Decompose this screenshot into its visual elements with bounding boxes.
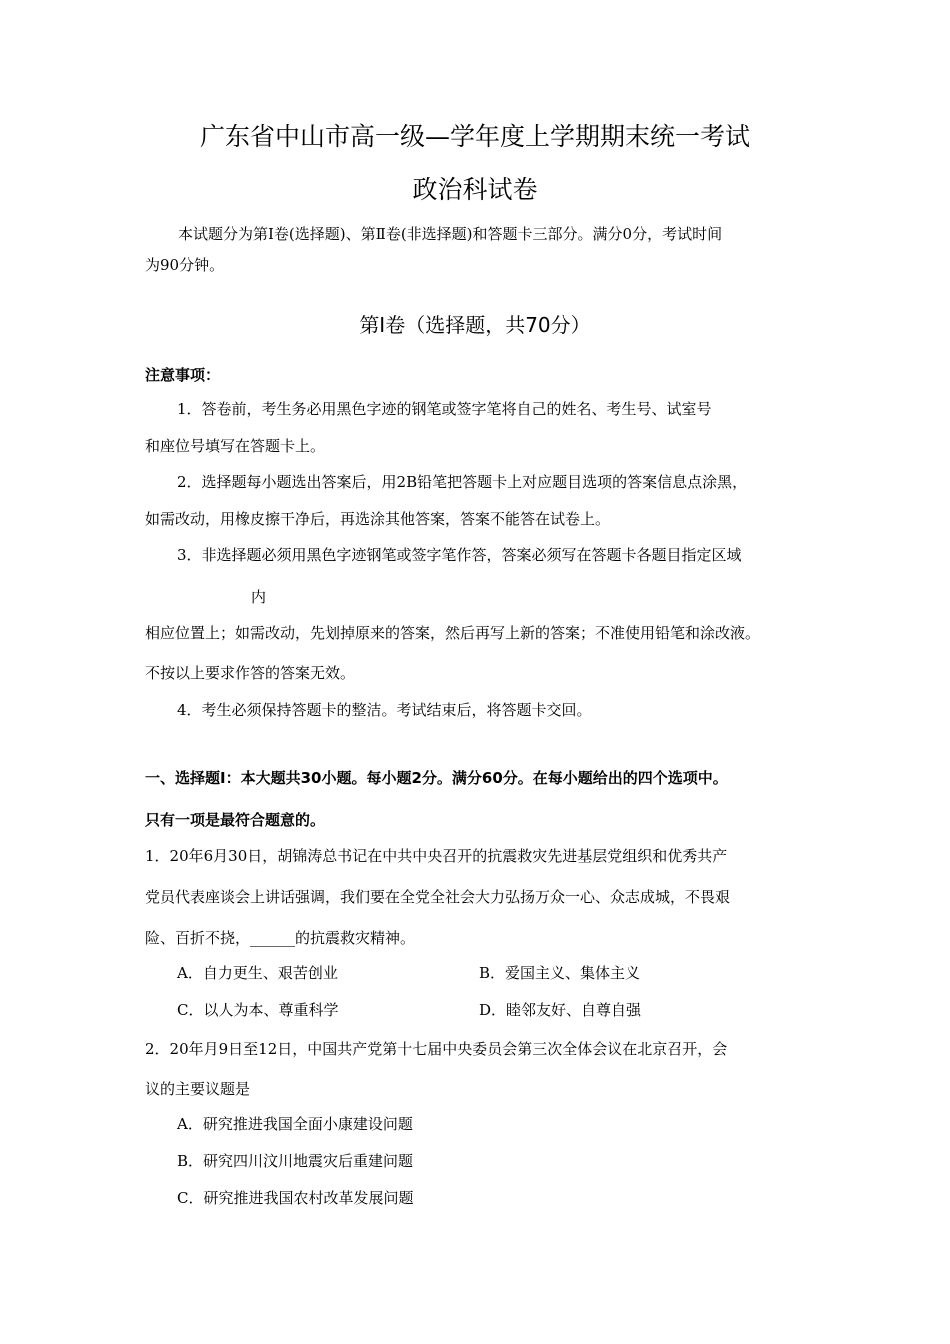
question-2-line-2: 议的主要议题是 [145, 1080, 251, 1098]
intro-line-2: 为90分钟。 [145, 256, 225, 274]
notice-heading: 注意事项： [145, 366, 221, 384]
exam-title: 广东省中山市高一级—学年度上学期期末统一考试 [199, 122, 750, 151]
question-1-line-2: 党员代表座谈会上讲话强调，我们要在全党全社会大力弘扬万众一心、众志成城，不畏艰 [145, 888, 731, 906]
notice-item-1-line-1: 1．答卷前，考生务必用黑色字迹的钢笔或签字笔将自己的姓名、考生号、试室号 [177, 400, 712, 418]
question-1-option-d: D．睦邻友好、自尊自强 [479, 1001, 642, 1019]
section1-heading-line-2: 只有一项是最符合题意的。 [145, 811, 326, 829]
notice-item-3-line-3: 不按以上要求作答的答案无效。 [145, 664, 356, 682]
question-1-line-1: 1．20年6月30日，胡锦涛总书记在中共中央召开的抗震救灾先进基层党组织和优秀共产 [145, 847, 728, 865]
intro-line-1: 本试题分为第Ⅰ卷(选择题)、第Ⅱ卷(非选择题)和答题卡三部分。满分0分，考试时间 [178, 225, 723, 243]
notice-item-1-line-2: 和座位号填写在答题卡上。 [145, 437, 326, 455]
question-1-line-3: 险、百折不挠，______的抗震救灾精神。 [145, 929, 416, 947]
notice-item-3-line-1: 3．非选择题必须用黑色字迹钢笔或签字笔作答，答案必须写在答题卡各题目指定区域 [177, 546, 742, 564]
notice-item-2-line-2: 如需改动，用橡皮擦干净后，再选涂其他答案，答案不能答在试卷上。 [145, 510, 611, 528]
question-2-option-c: C．研究推进我国农村改革发展问题 [177, 1189, 414, 1207]
question-1-option-b: B．爱国主义、集体主义 [479, 964, 641, 982]
notice-item-4: 4．考生必须保持答题卡的整洁。考试结束后，将答题卡交回。 [177, 701, 592, 719]
exam-subtitle: 政治科试卷 [412, 175, 538, 204]
question-1-option-a: A．自力更生、艰苦创业 [177, 964, 338, 982]
part1-title: 第Ⅰ卷（选择题，共70分） [359, 313, 591, 337]
question-2-option-a: A．研究推进我国全面小康建设问题 [177, 1115, 413, 1133]
section1-heading-line-1: 一、选择题Ⅰ：本大题共30小题。每小题2分。满分60分。在每小题给出的四个选项中。 [145, 769, 728, 787]
question-2-option-b: B．研究四川汶川地震灾后重建问题 [177, 1152, 414, 1170]
notice-item-2-line-1: 2．选择题每小题选出答案后，用2B铅笔把答题卡上对应题目选项的答案信息点涂黑， [177, 473, 748, 491]
question-2-line-1: 2．20年月9日至12日，中国共产党第十七届中央委员会第三次全体会议在北京召开，会 [145, 1040, 728, 1058]
question-1-option-c: C．以人为本、尊重科学 [177, 1001, 339, 1019]
notice-item-3-inner: 内 [251, 588, 267, 606]
notice-item-3-line-2: 相应位置上；如需改动，先划掉原来的答案，然后再写上新的答案；不准使用铅笔和涂改液。 [145, 624, 761, 642]
